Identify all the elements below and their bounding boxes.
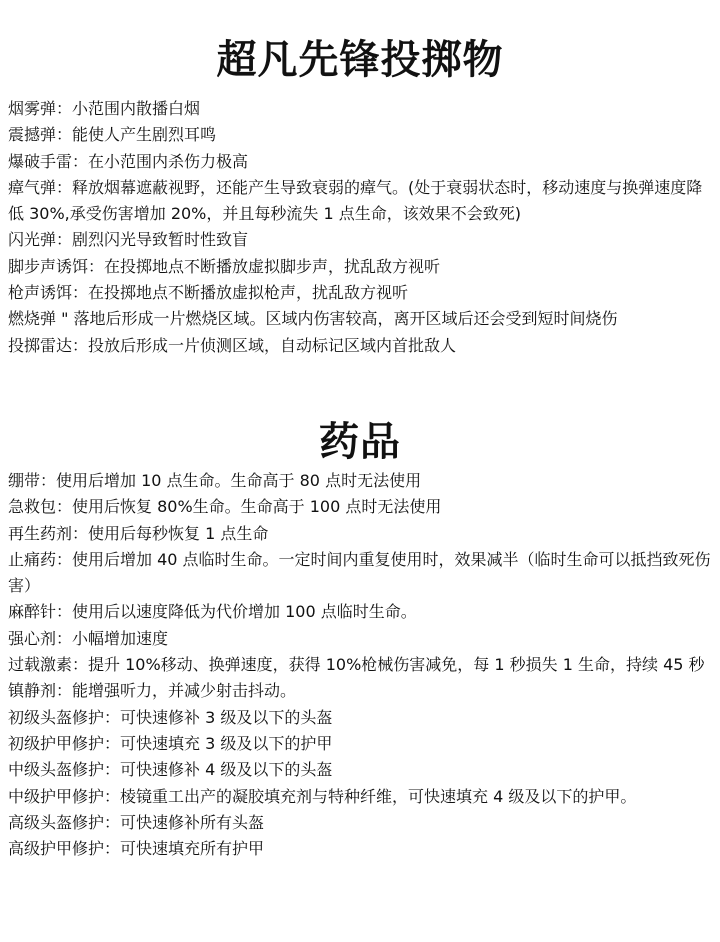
list-item: 燃烧弹 " 落地后形成一片燃烧区域。区域内伤害较高，离开区域后还会受到短时间烧伤 bbox=[8, 309, 618, 329]
medicine-list bbox=[8, 468, 714, 862]
list-item: 止痛药：使用后增加 40 点临时生命。一定时间内重复使用时，效果减半（临时生命可以抵挡致死伤害） bbox=[8, 549, 711, 596]
list-item: 烟雾弹：小范围内散播白烟 bbox=[8, 99, 201, 118]
list-item: 过载激素：提升 10%移动、换弹速度，获得 10%枪械伤害减免，每 1 秒损失 1 生命，持续 45 秒 bbox=[8, 655, 705, 675]
section-title-throwables: 超凡先锋投掷物 bbox=[216, 37, 504, 83]
list-item: 镇静剂：能增强听力，并减少射击抖动。 bbox=[8, 681, 297, 701]
list-item: 绷带：使用后增加 10 点生命。生命高于 80 点时无法使用 bbox=[8, 471, 422, 490]
list-item: 脚步声诱饵：在投掷地点不断播放虚拟脚步声，扰乱敌方视听 bbox=[8, 256, 441, 276]
list-item: 投掷雷达：投放后形成一片侦测区域，自动标记区域内首批敌人 bbox=[8, 335, 457, 355]
list-item: 高级护甲修护：可快速填充所有护甲 bbox=[8, 839, 265, 859]
list-item: 中级护甲修护：棱镜重工出产的凝胶填充剂与特种纤维，可快速填充 4 级及以下的护甲。 bbox=[8, 786, 637, 806]
list-item: 急救包：使用后恢复 80%生命。生命高于 100 点时无法使用 bbox=[8, 497, 442, 517]
list-item: 再生药剂：使用后每秒恢复 1 点生命 bbox=[8, 523, 269, 543]
list-item: 闪光弹：剧烈闪光导致暂时性致盲 bbox=[8, 230, 249, 250]
list-item: 高级头盔修护：可快速修补所有头盔 bbox=[8, 812, 265, 832]
list-item: 初级护甲修护：可快速填充 3 级及以下的护甲 bbox=[8, 733, 333, 753]
list-item: 震撼弹：能使人产生剧烈耳鸣 bbox=[8, 125, 217, 145]
list-item: 爆破手雷：在小范围内杀伤力极高 bbox=[8, 151, 249, 171]
list-item: 初级头盔修护：可快速修补 3 级及以下的头盔 bbox=[8, 707, 333, 727]
list-item: 强心剂：小幅增加速度 bbox=[8, 628, 169, 648]
list-item: 麻醉针：使用后以速度降低为代价增加 100 点临时生命。 bbox=[8, 602, 417, 622]
section-title-medicine: 药品 bbox=[319, 419, 401, 465]
list-item: 中级头盔修护：可快速修补 4 级及以下的头盔 bbox=[8, 760, 333, 780]
list-item: 瘴气弹：释放烟幕遮蔽视野，还能产生导致衰弱的瘴气。(处于衰弱状态时，移动速度与换弹速度降低 30%,承受伤害增加 20%，并且每秒流失 1 点生命，该效果不会致死) bbox=[8, 177, 703, 224]
list-item: 枪声诱饵：在投掷地点不断播放虚拟枪声，扰乱敌方视听 bbox=[8, 283, 409, 303]
throwables-list bbox=[8, 96, 714, 359]
